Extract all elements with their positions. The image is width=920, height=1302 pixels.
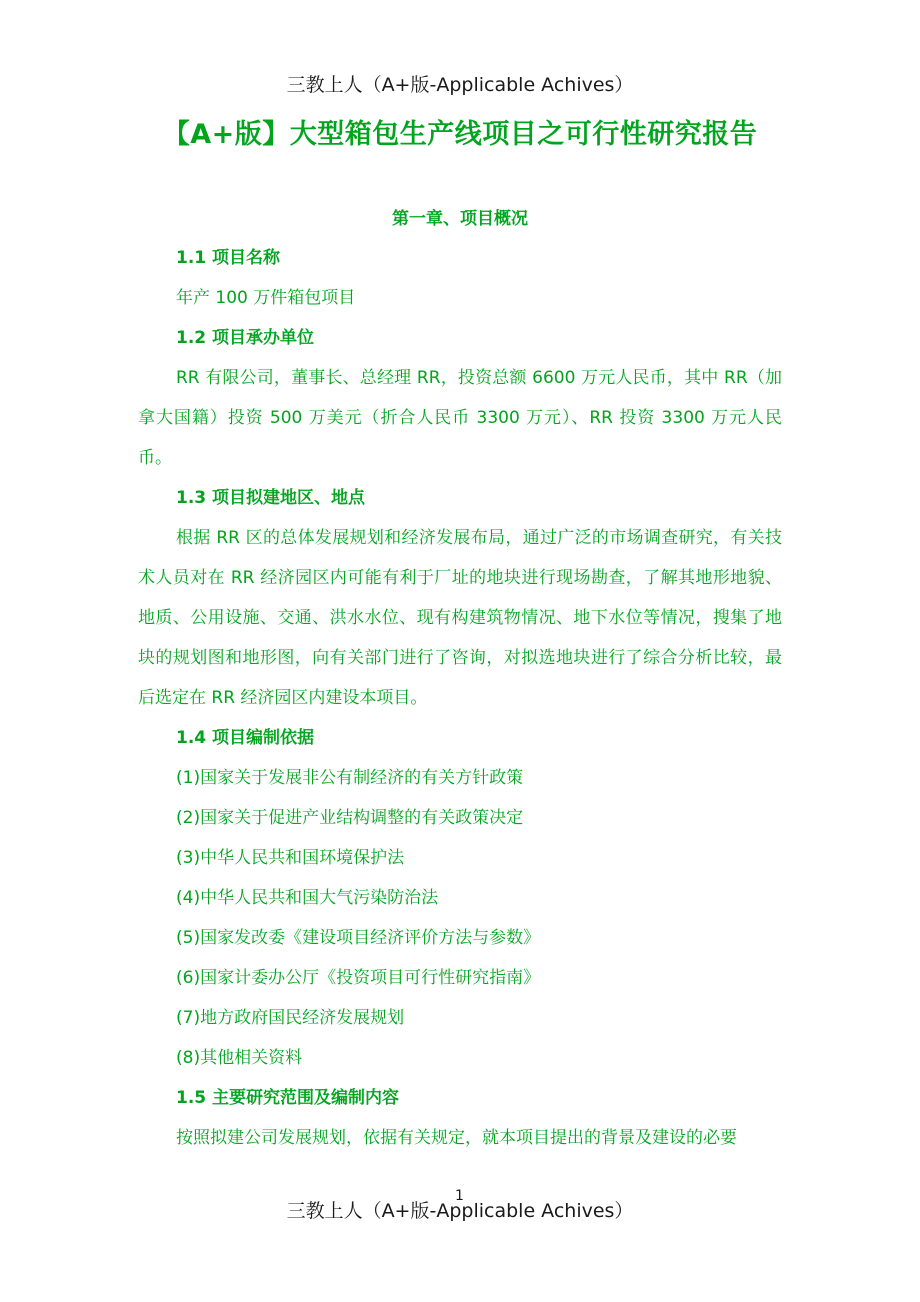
list-item: (3)中华人民共和国环境保护法 [176,848,405,868]
chapter-heading: 第一章、项目概况 [392,209,528,229]
section-text-1-1: 年产 100 万件箱包项目 [176,288,356,308]
section-heading-1-5: 1.5 主要研究范围及编制内容 [176,1088,400,1108]
list-item: (6)国家计委办公厅《投资项目可行性研究指南》 [176,968,541,988]
list-item: (8)其他相关资料 [176,1048,303,1068]
section-text-1-5: 按照拟建公司发展规划，依据有关规定，就本项目提出的背景及建设的必要 [176,1128,737,1148]
section-heading-1-4: 1.4 项目编制依据 [176,728,315,748]
section-heading-1-3: 1.3 项目拟建地区、地点 [176,488,366,508]
list-item: (5)国家发改委《建设项目经济评价方法与参数》 [176,928,541,948]
section-heading-1-1: 1.1 项目名称 [176,248,281,268]
document-body [138,238,782,1158]
document-title: 【A+版】大型箱包生产线项目之可行性研究报告 [162,119,758,150]
page-number: 1 [455,1188,464,1204]
page-footer: 三教上人（A+版-Applicable Achives） [286,1200,634,1222]
section-heading-1-2: 1.2 项目承办单位 [176,328,315,348]
section-text-1-2: RR 有限公司，董事长、总经理 RR，投资总额 6600 万元人民币，其中 RR（加拿大国籍）投资 500 万美元（折合人民币 3300 万元）、RR 投资 3300 万元人民币。 [138,368,782,468]
list-item: (4)中华人民共和国大气污染防治法 [176,888,439,908]
list-item: (1)国家关于发展非公有制经济的有关方针政策 [176,768,524,788]
page-header: 三教上人（A+版-Applicable Achives） [286,74,634,96]
list-item: (2)国家关于促进产业结构调整的有关政策决定 [176,808,524,828]
section-text-1-3: 根据 RR 区的总体发展规划和经济发展布局，通过广泛的市场调查研究，有关技术人员对在 RR 经济园区内可能有利于厂址的地块进行现场勘查，了解其地形地貌、地质、公用设施、交通、洪水水位、现有构建筑物情况、地下水位等情况，搜集了地块的规划图和地形图，向有关部门进行了咨询，对拟选地块进行了综合分析比较，最后选定在 RR 经济园区内建设本项目。 [138,528,782,708]
list-item: (7)地方政府国民经济发展规划 [176,1008,405,1028]
